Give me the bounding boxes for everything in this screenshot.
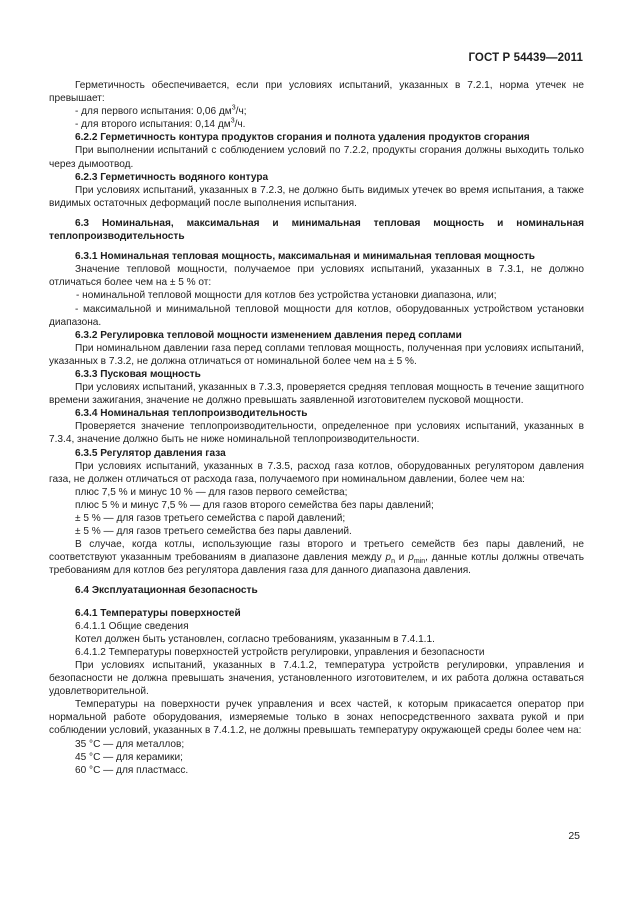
paragraph: Значение тепловой мощности, получаемое при условиях испытаний, указанных в 7.3.1, не должно отличаться более чем на ± 5 % от: bbox=[49, 264, 584, 289]
document-header-standard: ГОСТ Р 54439—2011 bbox=[468, 52, 583, 64]
list-item: ± 5 % — для газов третьего семейства с парой давлений; bbox=[75, 513, 346, 524]
section-heading: 6.2.2 Герметичность контура продуктов сгорания и полнота удаления продуктов сгорания bbox=[75, 132, 530, 144]
text: В случае, когда котлы, использующие газы второго и третьего семейств без пары давлений, не соответствуют указанным требованиям в диапазоне давления между bbox=[49, 539, 584, 564]
paragraph: Проверяется значение теплопроизводительности, определенное при условиях испытаний, указанных в 7.3.4, значение должно быть не ниже номинальной теплопроизводительности. bbox=[49, 421, 584, 446]
section-heading: 6.3.1 Номинальная тепловая мощность, максимальная и минимальная тепловая мощность bbox=[75, 251, 535, 263]
list-item: 45 °С — для керамики; bbox=[75, 751, 183, 763]
subsection-title: 6.4.1.1 Общие сведения bbox=[75, 620, 189, 632]
list-item bbox=[49, 105, 584, 118]
list-item: плюс 5 % и минус 7,5 % — для газов второго семейства без пары давлений; bbox=[75, 499, 434, 511]
paragraph: При выполнении испытаний с соблюдением условий по 7.2.2, продукты сгорания должны выходить только через дымоотвод. bbox=[49, 145, 584, 170]
section-heading: 6.4 Эксплуатационная безопасность bbox=[75, 585, 258, 597]
document-body bbox=[49, 79, 584, 777]
text: - для первого испытания: 0,06 дм bbox=[75, 106, 232, 118]
section-heading: 6.3.5 Регулятор давления газа bbox=[75, 447, 226, 459]
section-heading: 6.3 Номинальная, максимальная и минимальная тепловая мощность и номинальная теплопроизводительность bbox=[49, 217, 584, 243]
text: и bbox=[394, 552, 409, 564]
superscript: 3 bbox=[230, 117, 235, 125]
section-heading: 6.4.1 Температуры поверхностей bbox=[75, 607, 241, 619]
text: , данные котлы должны отвечать требованиям для котлов без регулятора давления газа для данного диапазона давления. bbox=[49, 552, 584, 577]
paragraph: При условиях испытаний, указанных в 7.3.3, проверяется средняя тепловая мощность в течение защитного времени зажигания, значение не должно превышать заявленной изготовителем пусковой мощности. bbox=[49, 382, 584, 407]
list-item bbox=[49, 118, 584, 131]
section-heading: 6.3.4 Номинальная теплопроизводительность bbox=[75, 408, 308, 420]
text: - для второго испытания: 0,14 дм bbox=[75, 119, 231, 131]
paragraph: Котел должен быть установлен, согласно требованиям, указанным в 7.4.1.1. bbox=[75, 633, 435, 645]
superscript: 3 bbox=[231, 104, 236, 112]
section-heading: 6.3.2 Регулировка тепловой мощности изменением давления перед соплами bbox=[75, 329, 462, 341]
subscript: min bbox=[413, 558, 426, 566]
list-item: - максимальной и минимальной тепловой мощности для котлов, оборудованных устройством установки диапазона. bbox=[49, 303, 584, 328]
list-item: 35 °С — для металлов; bbox=[75, 738, 185, 750]
text: /ч. bbox=[234, 119, 246, 131]
list-item: - номинальной тепловой мощности для котлов без устройства установки диапазона, или; bbox=[76, 290, 497, 302]
subscript: n bbox=[391, 558, 395, 566]
paragraph: Герметичность обеспечивается, если при условиях испытаний, указанных в 7.2.1, норма утечек не превышает: bbox=[49, 80, 584, 105]
paragraph: При условиях испытаний, указанных в 7.4.1.2, температура устройств регулировки, управления и безопасности не должна превышать значения, установленного изготовителем, и их работа должна оставаться удовлетворительной. bbox=[49, 659, 584, 698]
symbol: p bbox=[385, 552, 392, 564]
list-item: ± 5 % — для газов третьего семейства без пары давлений. bbox=[75, 526, 352, 538]
paragraph: При условиях испытаний, указанных в 7.3.5, расход газа котлов, оборудованных регулятором давления газа, не должен отличаться от расхода газа, получаемого при номинальном давлении, более чем на: bbox=[49, 460, 584, 485]
list-item: плюс 7,5 % и минус 10 % — для газов первого семейства; bbox=[75, 486, 348, 498]
paragraph bbox=[49, 538, 584, 577]
text: /ч; bbox=[235, 106, 247, 118]
paragraph: Температуры на поверхности ручек управления и всех частей, к которым прикасается оператор при нормальной работе оборудования, измеряемые только в зонах непосредственного захвата рукой и при соблюдении условий, указанных в 7.4.1.2, не должны превышать температуру окружающей среды более чем на: bbox=[49, 699, 584, 737]
page-number: 25 bbox=[568, 830, 580, 842]
symbol: p bbox=[408, 552, 414, 564]
section-heading: 6.3.3 Пусковая мощность bbox=[75, 368, 201, 380]
section-heading: 6.2.3 Герметичность водяного контура bbox=[75, 171, 269, 183]
paragraph: При номинальном давлении газа перед соплами тепловая мощность, полученная при условиях испытаний, указанных в 7.3.2, не должна отличаться от номинальной более чем на ± 5 %. bbox=[49, 342, 584, 367]
subsection-title: 6.4.1.2 Температуры поверхностей устройств регулировки, управления и безопасности bbox=[75, 646, 485, 658]
list-item: 60 °С — для пластмасс. bbox=[75, 764, 189, 776]
paragraph: При условиях испытаний, указанных в 7.2.3, не должно быть видимых утечек во время испытания, а также видимых остаточных деформаций после выполнения испытания. bbox=[49, 184, 584, 209]
